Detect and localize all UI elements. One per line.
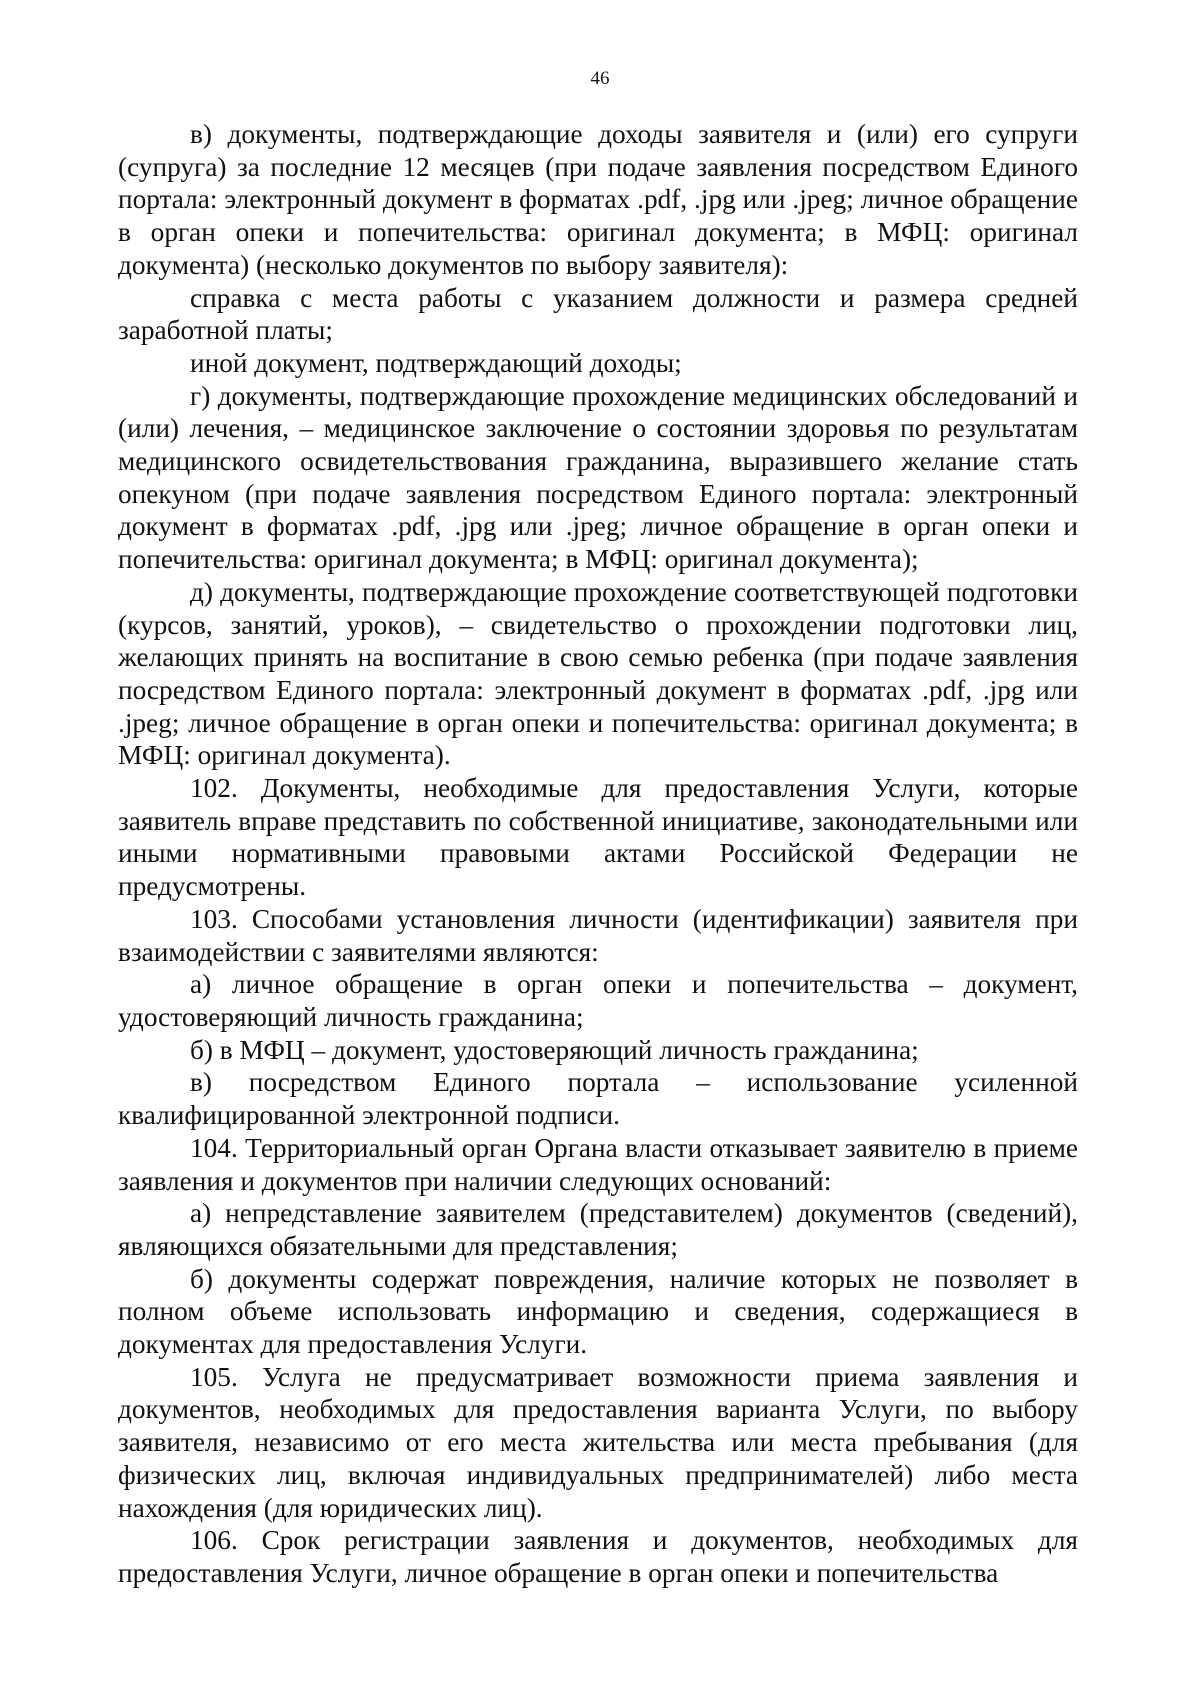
document-body <box>118 118 1078 1590</box>
paragraph-105: 105. Услуга не предусматривает возможности приема заявления и документов, необходимых для предоставления варианта Услуги, по выбору заявителя, независимо от его места жительства или места пребывания (для физических лиц, включая индивидуальных предпринимателей) либо места нахождения (для юридических лиц). <box>118 1361 1078 1523</box>
paragraph-103: 103. Способами установления личности (идентификации) заявителя при взаимодействии с заявителями являются: <box>118 903 1078 967</box>
paragraph-g-medical-documents: г) документы, подтверждающие прохождение медицинских обследований и (или) лечения, – медицинское заключение о состоянии здоровья по результатам медицинского освидетельствования гражданина, выразившего желание стать опекуном (при подаче заявления посредством Единого портала: электронный документ в форматах .pdf, .jpg или .jpeg; личное обращение в орган опеки и попечительства: оригинал документа; в МФЦ: оригинал документа); <box>118 380 1078 575</box>
paragraph-103-a: а) личное обращение в орган опеки и попечительства – документ, удостоверяющий личность гражданина; <box>118 969 1078 1032</box>
paragraph-104-b: б) документы содержат повреждения, наличие которых не позволяет в полном объеме использовать информацию и сведения, содержащиеся в документах для предоставления Услуги. <box>118 1263 1078 1360</box>
paragraph-103-b: б) в МФЦ – документ, удостоверяющий личность гражданина; <box>190 1034 919 1065</box>
paragraph-106: 106. Срок регистрации заявления и документов, необходимых для предоставления Услуги, личное обращение в орган опеки и попечительства <box>118 1525 1078 1588</box>
paragraph-104-a: а) непредставление заявителем (представителем) документов (сведений), являющихся обязательными для представления; <box>118 1198 1078 1261</box>
paragraph-102: 102. Документы, необходимые для предоставления Услуги, которые заявитель вправе представить по собственной инициативе, законодательными или иными нормативными правовыми актами Российской Федерации не предусмотрены. <box>118 773 1078 902</box>
paragraph-other-income-document: иной документ, подтверждающий доходы; <box>190 347 682 378</box>
paragraph-work-certificate: справка с места работы с указанием должности и размера средней заработной платы; <box>118 282 1078 346</box>
paragraph-d-training-documents: д) документы, подтверждающие прохождение соответствующей подготовки (курсов, занятий, уроков), – свидетельство о прохождении подготовки лиц, желающих принять на воспитание в свою семью ребенка (при подаче заявления посредством Единого портала: электронный документ в форматах .pdf, .jpg или .jpeg; личное обращение в орган опеки и попечительства: оригинал документа; в МФЦ: оригинал документа). <box>118 576 1078 771</box>
paragraph-103-v: в) посредством Единого портала – использование усиленной квалифицированной электронной подписи. <box>118 1067 1078 1131</box>
page-number: 46 <box>590 68 610 89</box>
paragraph-v-income-documents: в) документы, подтверждающие доходы заявителя и (или) его супруги (супруга) за последние 12 месяцев (при подаче заявления посредством Единого портала: электронный документ в форматах .pdf, .jpg или .jpeg; личное обращение в орган опеки и попечительства: оригинал документа; в МФЦ: оригинал документа) (несколько документов по выбору заявителя): <box>118 119 1078 280</box>
paragraph-104: 104. Территориальный орган Органа власти отказывает заявителю в приеме заявления и документов при наличии следующих оснований: <box>118 1132 1078 1196</box>
